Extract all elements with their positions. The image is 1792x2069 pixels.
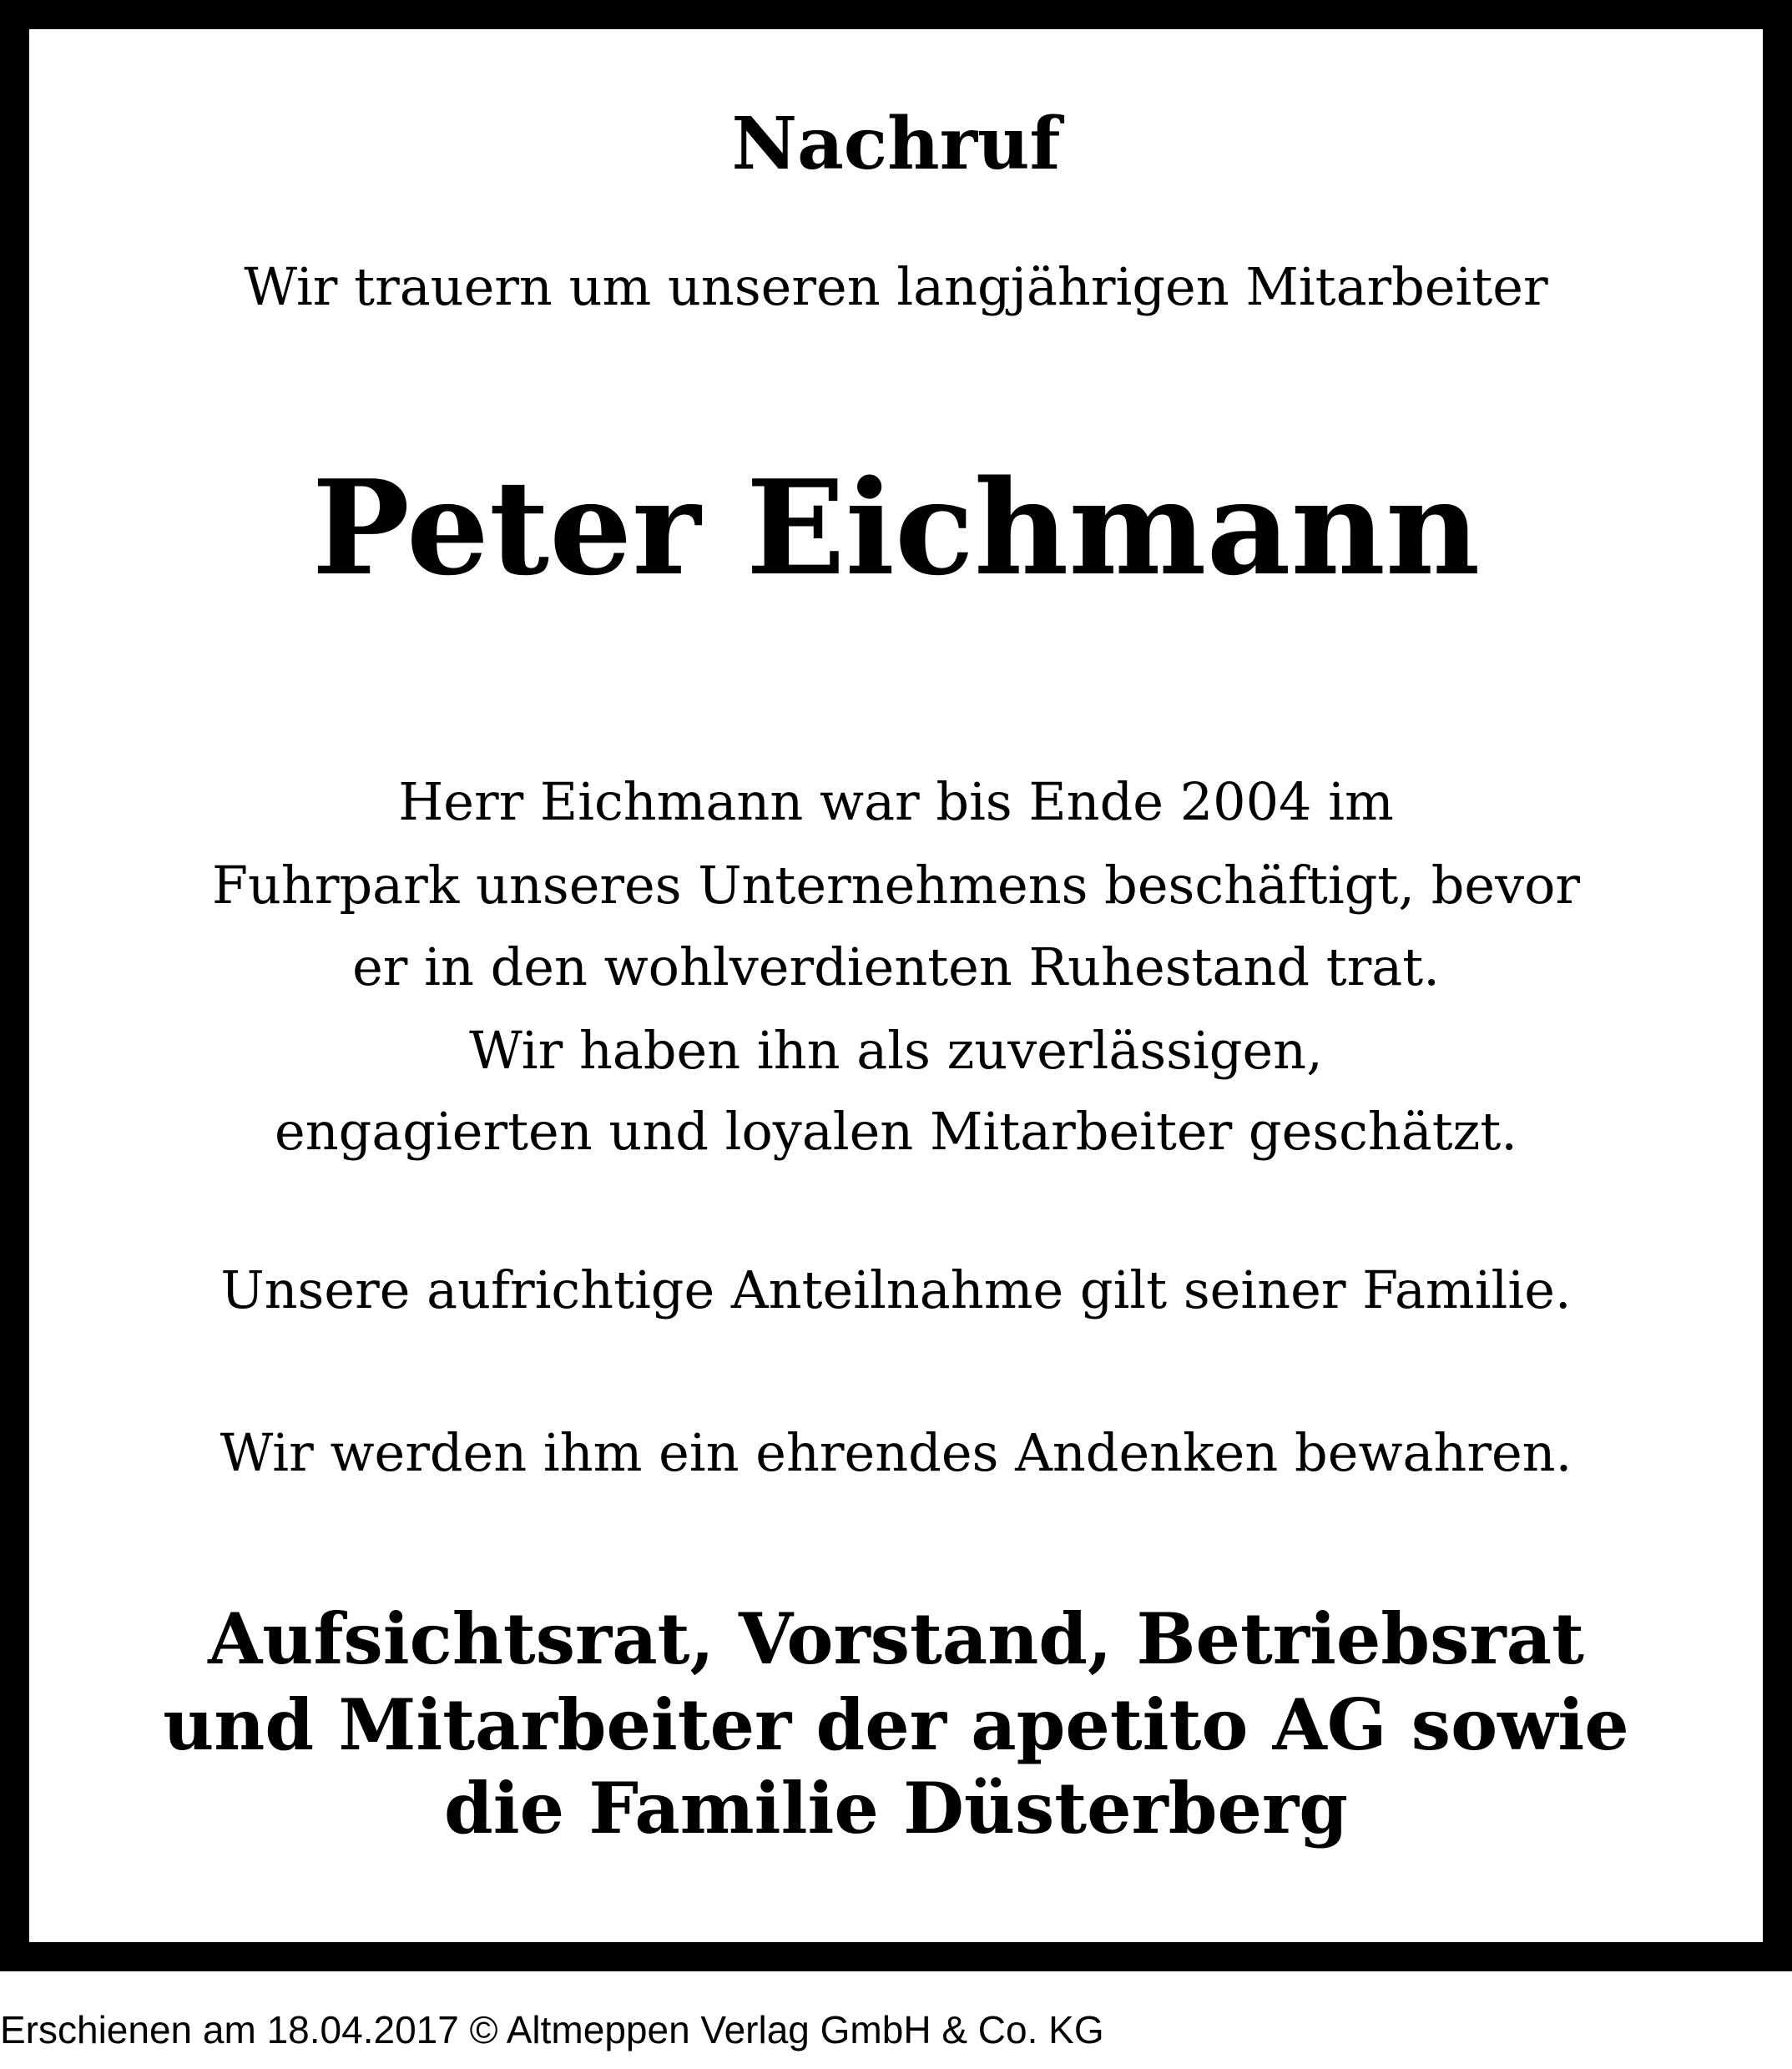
body-line: Wir haben ihn als zuverlässigen, (469, 1020, 1323, 1081)
signature-line: und Mitarbeiter der apetito AG sowie (163, 1683, 1629, 1766)
publication-footer: Erschienen am 18.04.2017 © Altmeppen Verlag GmbH & Co. KG (0, 2008, 1104, 2051)
condolence-line: Unsere aufrichtige Anteilnahme gilt seiner Familie. (220, 1259, 1572, 1320)
body-line: er in den wohlverdienten Ruhestand trat. (352, 936, 1440, 997)
signature-line: die Familie Düsterberg (444, 1767, 1348, 1849)
notice-heading: Nachruf (731, 102, 1061, 186)
intro-line: Wir trauern um unseren langjährigen Mitarbeiter (244, 256, 1548, 317)
remembrance-line: Wir werden ihm ein ehrendes Andenken bewahren. (220, 1422, 1572, 1483)
signature-line: Aufsichtsrat, Vorstand, Betriebsrat (208, 1597, 1584, 1680)
obituary-notice (29, 29, 1763, 1942)
body-line: Herr Eichmann war bis Ende 2004 im (398, 771, 1394, 832)
body-line: engagierten und loyalen Mitarbeiter geschätzt. (275, 1101, 1517, 1162)
deceased-name: Peter Eichmann (311, 452, 1481, 604)
body-line: Fuhrpark unseres Unternehmens beschäftigt, bevor (211, 855, 1581, 916)
